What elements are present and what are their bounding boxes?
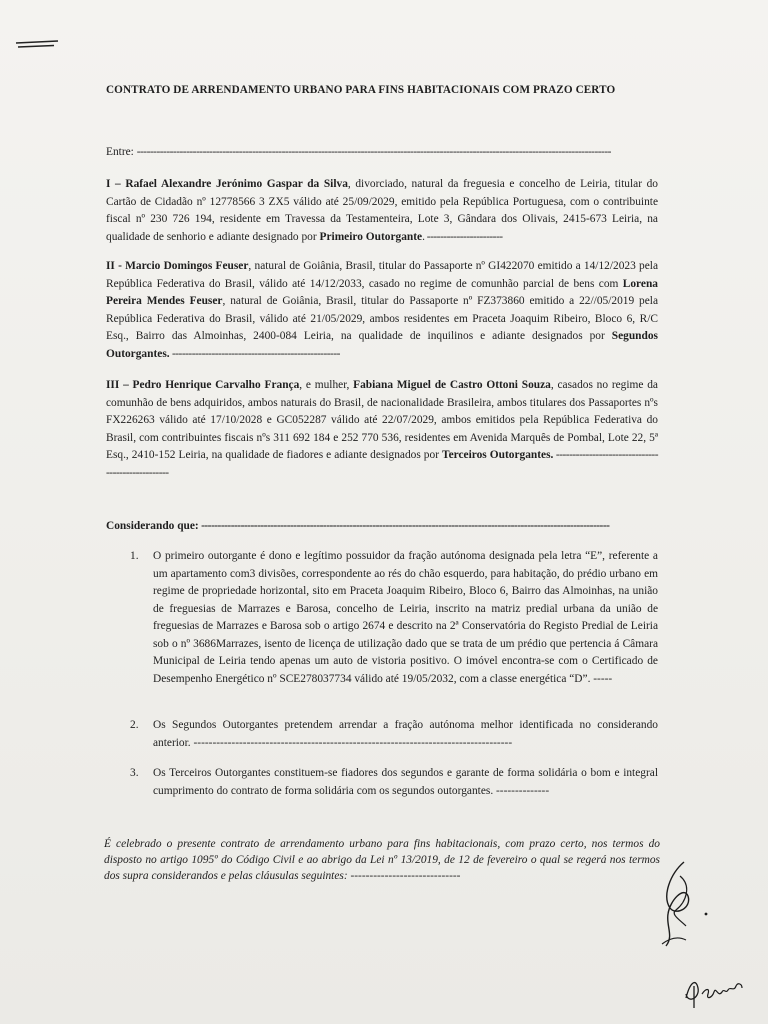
party-third-text2: , casados no regime da comunhão de bens adquiridos, ambos naturais do Brasil, de nacionalidade Brasileira, ambos titulares dos Passaportes nºs FX226263 válido até 17/10/2028 e GC052287 válido até 22/07/2029, ambos emitidos pela República Federativa do Brasil, com contribuintes fiscais nºs 311 692 184 e 252 770 536, residentes em Avenida Marquês de Pombal, Lote 22, 5ª Esq., 2410-152 Leiria, na qualidade de fiadores e adiante designados por xyxy=(106,379,658,461)
item-text: O primeiro outorgante é dono e legítimo possuidor da fração autónoma designada pela letra “E”, referente a um apartamento com3 divisões, correspondente ao rés do chão esquerdo, para habitação, do prédio urbano em regime de propriedade horizontal, sito em Praceta Joaquim Ribeiro, Bloco 6, Bairro das Almoinhas, na união de freguesias de Marrazes e Barosa, concelho de Leiria, inscrito na matriz predial urbana da união de freguesias de Marrazes e Barosa sob o artigo 2674 e descrito na 2ª Conservatória do Registo Predial de Leiria sob o nº 3686Marrazes, isento de licença de utilização dado que se trata de um prédio que pertencia á Câmara Municipal de Leiria tendo apenas um auto de vistoria positivo. O imóvel encontra-se com o Certificado de Desempenho Energético nº SCE278037734 válido até 19/05/2032, com a classe energética “D”. ----- xyxy=(153,550,658,685)
party-third-spouse: Fabiana Miguel de Castro Ottoni Souza xyxy=(353,379,551,391)
considerando-label: Considerando que: xyxy=(106,520,199,532)
party-third-end: -------------------------------------------------- xyxy=(106,449,658,479)
handwritten-signature xyxy=(640,856,720,952)
item-number: 3. xyxy=(130,767,139,779)
considerando-dashes: ---------------------------------------------------------------------------------------------------------------------------- xyxy=(198,520,610,532)
handwritten-initials xyxy=(680,964,750,1014)
party-third-prefix: III – xyxy=(106,379,133,391)
item-number: 2. xyxy=(130,719,139,731)
party-second-role: Segundos Outorgantes. xyxy=(106,330,658,360)
party-third-text: , e mulher, xyxy=(299,379,354,391)
item-text: Os Terceiros Outorgantes constituem-se fiadores dos segundos e garante de forma solidária o bom e integral cumprimento do contrato de forma solidária com os segundos outorgantes. -------------- xyxy=(153,767,658,797)
party-first xyxy=(106,176,658,246)
party-second-name: Marcio Domingos Feuser xyxy=(125,260,249,272)
party-second-text2: , natural de Goiânia, Brasil, titular do Passaporte nº FZ373860 emitido a 22//05/2019 pela República Federativa do Brasil, válido até 21/05/2029, ambos residentes em Praceta Joaquim Ribeiro, Bloco 6, R/C Esq., Bairro das Almoinhas, 2400-084 Leiria, na qualidade de inquilinos e adiante designados por xyxy=(106,295,659,342)
party-second xyxy=(106,258,658,363)
party-first-end: . ----------------------- xyxy=(422,230,503,243)
item-number: 1. xyxy=(130,550,139,562)
closing-paragraph: É celebrado o presente contrato de arrendamento urbano para fins habitacionais, com prazo certo, nos termos do disposto no artigo 1095º do Código Civil e ao abrigo da Lei nº 13/2019, de 12 de fevereiro o qual se regerá nos termos dos supra considerandos e pelas cláusulas seguintes: ----------------------------- xyxy=(104,838,660,882)
entre-line xyxy=(106,146,656,158)
party-third-role: Terceiros Outorgantes. xyxy=(442,449,554,461)
entre-label: Entre: xyxy=(106,146,134,158)
corner-pen-mark xyxy=(14,38,62,52)
entre-dashes: ------------------------------------------------------------------------------------------------------------------------------------------------ xyxy=(136,146,611,158)
party-first-role: Primeiro Outorgante xyxy=(319,230,423,243)
party-second-text: , natural de Goiânia, Brasil, titular do Passaporte nº GI422070 emitido a 14/12/2023 pela República Federativa do Brasil, válido até 14/12/2033, casado no regime de comunhão parcial de bens com xyxy=(106,260,658,290)
party-second-spouse: Lorena Pereira Mendes Feuser xyxy=(106,277,658,307)
considerando-heading xyxy=(106,520,658,532)
party-first-name: Rafael Alexandre Jerónimo Gaspar da Silva xyxy=(125,178,348,190)
party-first-prefix: I – xyxy=(106,178,126,190)
party-third-name: Pedro Henrique Carvalho França xyxy=(132,379,300,391)
party-second-end: --------------------------------------------------- xyxy=(169,347,340,360)
party-second-prefix: II - xyxy=(106,260,126,272)
party-first-text: , divorciado, natural da freguesia e concelho de Leiria, titular do Cartão de Cidadão nº 12778566 3 ZX5 válido até 25/09/2029, emitido pela República Portuguesa, com o contribuinte fiscal nº 230 726 194, residente em Travessa da Testamenteira, Lote 3, Gândara dos Olivais, 2415-673 Leiria, na qualidade de senhorio e adiante designado por xyxy=(106,178,658,243)
party-third xyxy=(106,377,658,482)
item-text: Os Segundos Outorgantes pretendem arrendar a fração autónoma melhor identificada no considerando anterior. ------------------------------------------------------------------------------------ xyxy=(153,719,658,749)
contract-title: CONTRATO DE ARRENDAMENTO URBANO PARA FINS HABITACIONAIS COM PRAZO CERTO xyxy=(106,84,616,96)
